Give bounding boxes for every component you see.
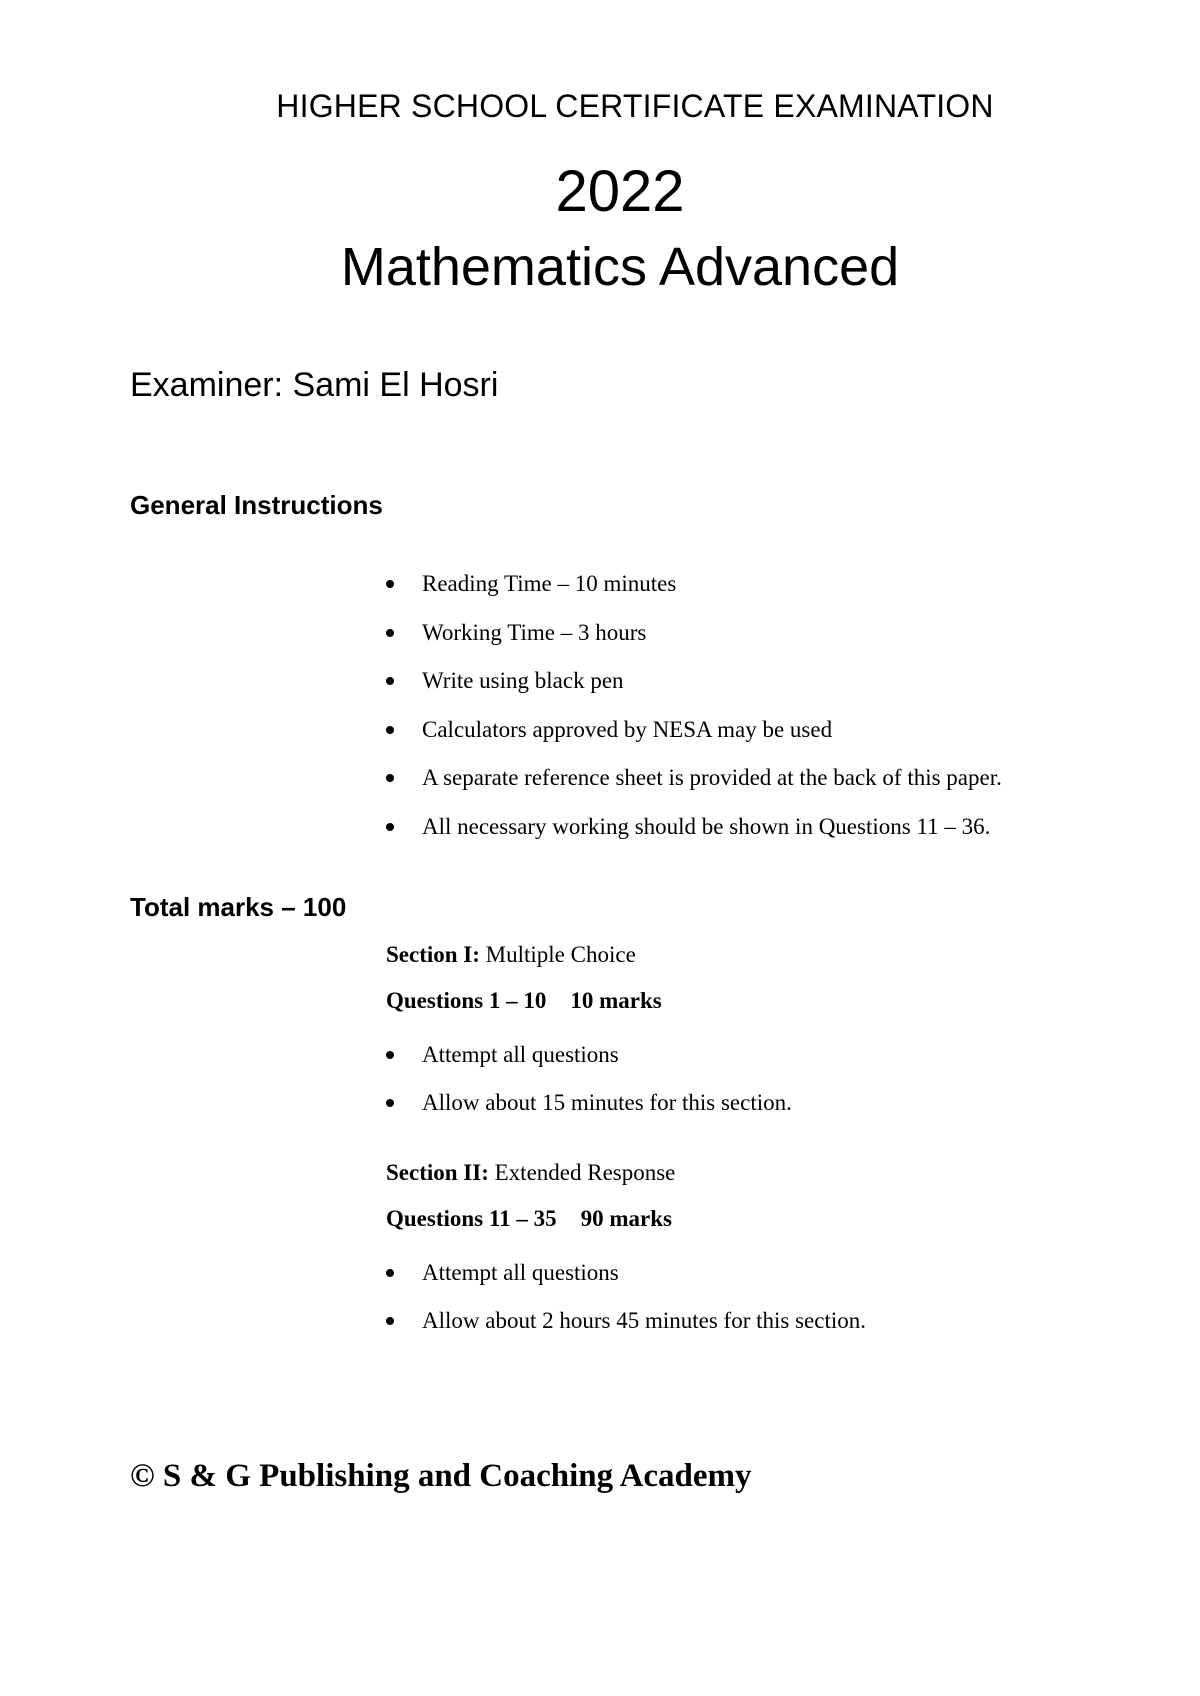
general-instructions-list: [386, 570, 1002, 861]
section-2-label: Section II:: [386, 1160, 489, 1185]
list-item: [386, 1307, 866, 1334]
bullet-icon: [386, 726, 394, 734]
section-2-question-range: Questions 11 – 35: [386, 1206, 557, 1231]
examiner-name: Examiner: Sami El Hosri: [130, 366, 499, 404]
instruction-text: Write using black pen: [422, 668, 624, 693]
bullet-icon: [386, 823, 394, 831]
instruction-text: Working Time – 3 hours: [422, 619, 647, 645]
instruction-text: All necessary working should be shown in Questions 11 – 36.: [422, 813, 991, 839]
list-item: [386, 813, 1002, 840]
section-1-type: Multiple Choice: [485, 942, 636, 967]
section-1-question-range: Questions 1 – 10: [386, 988, 547, 1013]
section-1-item-text: Allow about 15 minutes for this section.: [422, 1090, 792, 1115]
list-item: [386, 1089, 792, 1116]
section-1-list: [386, 1041, 792, 1137]
bullet-icon: [386, 1051, 394, 1059]
list-item: [386, 764, 1002, 791]
list-item: [386, 667, 1002, 694]
instruction-text: Reading Time – 10 minutes: [422, 571, 677, 596]
general-instructions-heading: General Instructions: [130, 490, 383, 520]
section-2-title: [386, 1159, 675, 1186]
section-1-title: [386, 941, 636, 968]
section-2-marks: 90 marks: [580, 1206, 672, 1231]
subject-title: Mathematics Advanced: [340, 237, 900, 297]
publisher-copyright: © S & G Publishing and Coaching Academy: [130, 1458, 752, 1494]
bullet-icon: [386, 774, 394, 782]
bullet-icon: [386, 677, 394, 685]
list-item: [386, 1041, 792, 1068]
list-item: [386, 716, 1002, 743]
bullet-icon: [386, 1269, 394, 1277]
section-2-item-text: Attempt all questions: [422, 1260, 619, 1285]
section-1-marks: 10 marks: [570, 988, 662, 1013]
total-marks-heading: Total marks – 100: [130, 892, 347, 922]
section-2-list: [386, 1259, 866, 1355]
section-1-questions: [386, 987, 662, 1014]
instruction-text: A separate reference sheet is provided at the back of this paper.: [422, 765, 1002, 790]
list-item: [386, 619, 1002, 646]
bullet-icon: [386, 1317, 394, 1325]
section-2-questions: [386, 1205, 672, 1232]
exam-name-heading: HIGHER SCHOOL CERTIFICATE EXAMINATION: [276, 88, 994, 124]
section-2-type: Extended Response: [494, 1160, 676, 1185]
instruction-text: Calculators approved by NESA may be used: [422, 716, 833, 742]
bullet-icon: [386, 629, 394, 637]
list-item: [386, 1259, 866, 1286]
list-item: [386, 570, 1002, 597]
section-1-item-text: Attempt all questions: [422, 1042, 619, 1067]
bullet-icon: [386, 580, 394, 588]
bullet-icon: [386, 1099, 394, 1107]
section-2-item-text: Allow about 2 hours 45 minutes for this section.: [422, 1308, 866, 1333]
exam-year: 2022: [555, 159, 685, 224]
section-1-label: Section I:: [386, 942, 480, 967]
